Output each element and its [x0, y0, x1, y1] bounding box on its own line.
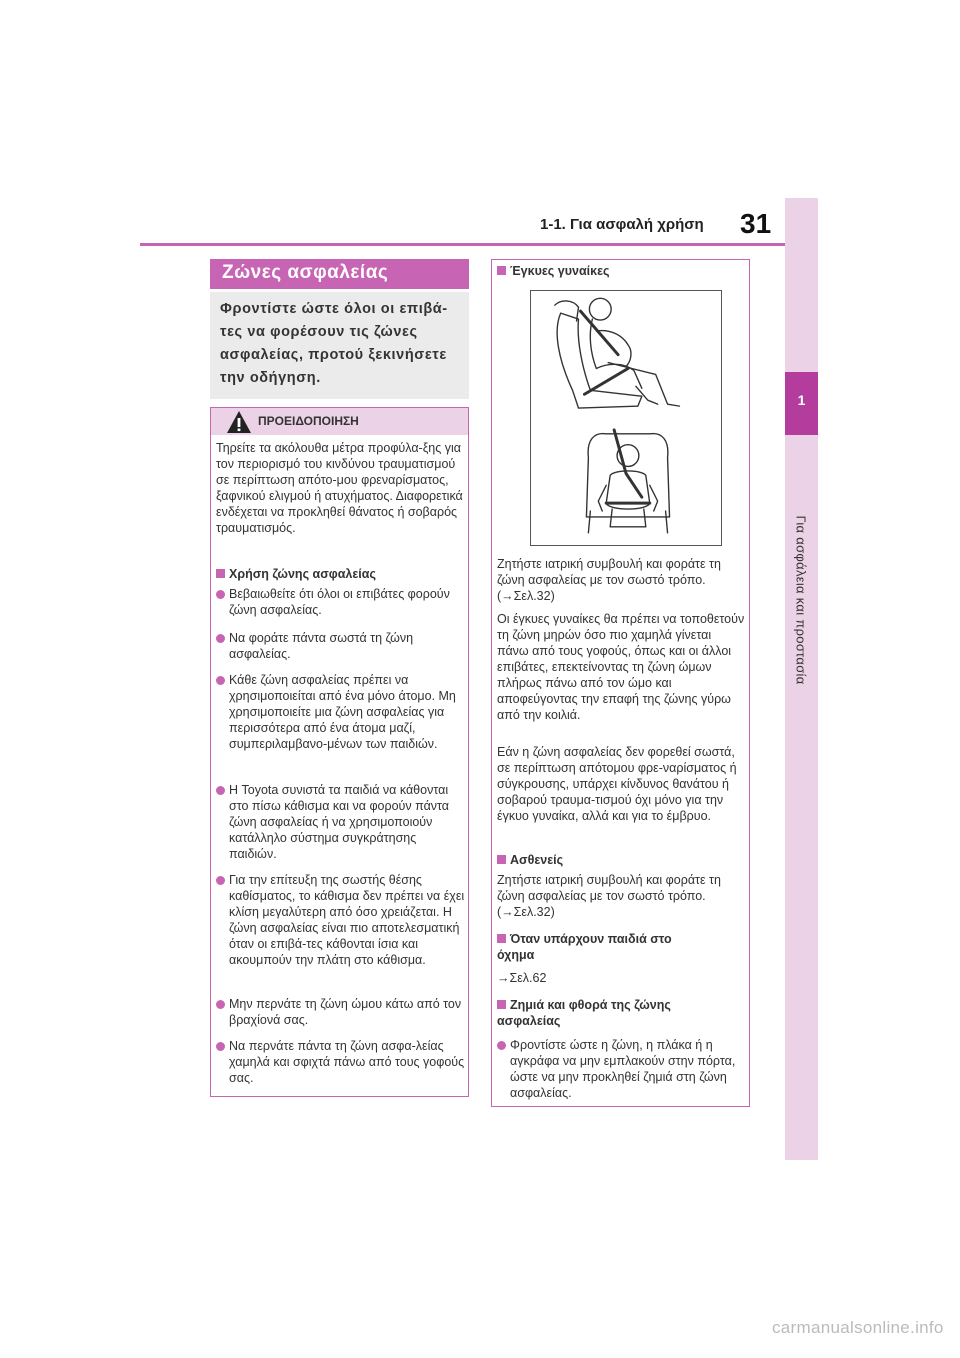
- pregnant-paragraph-3: Εάν η ζώνη ασφαλείας δεν φορεθεί σωστά, σε περίπτωση απότομου φρε-ναρίσματος ή σύγκρουσης, υπάρχει κίνδυνος θανάτου ή σοβαρού τραυμα-τισμού όχι μόνο για την έγκυο γυναίκα, αλλά και για το έμβρυο.: [497, 745, 737, 823]
- warning-bullet-1: Βεβαιωθείτε ότι όλοι οι επιβάτες φορούν ζώνη ασφαλείας.: [229, 587, 450, 617]
- bullet-dot-icon: [216, 634, 225, 643]
- children-heading: [497, 931, 707, 963]
- usage-heading: [216, 566, 464, 582]
- pregnant-paragraph-1: Ζητήστε ιατρική συμβουλή και φοράτε τη ζώνη ασφαλείας με τον σωστό τρόπο. (→Σελ.32): [497, 557, 721, 603]
- warning-bullet-3: Κάθε ζώνη ασφαλείας πρέπει να χρησιμοποιείται από ένα μόνο άτομο. Μη χρησιμοποιείτε μια ζώνη ασφαλείας για περισσότερα από ένα άτομα μαζί, συμπεριλαμβανο-μένων των παιδιών.: [229, 673, 456, 751]
- bullet-dot-icon: [216, 786, 225, 795]
- ill-text: Ζητήστε ιατρική συμβουλή και φοράτε τη ζώνη ασφαλείας με τον σωστό τρόπο. (→Σελ.32): [497, 873, 721, 919]
- bullet-dot-icon: [216, 1042, 225, 1051]
- bullet-dot-icon: [497, 1041, 506, 1050]
- children-reference[interactable]: →Σελ.62: [497, 971, 547, 985]
- warning-triangle-icon: [226, 410, 252, 434]
- ill-heading: [497, 852, 745, 868]
- chapter-label: Για ασφάλεια και προστασία: [793, 515, 809, 685]
- heading-square-icon: [216, 569, 225, 578]
- bullet-dot-icon: [216, 676, 225, 685]
- page-number: 31: [740, 208, 772, 239]
- damage-heading: [497, 997, 707, 1029]
- warning-bullet-6: Μην περνάτε τη ζώνη ώμου κάτω από τον βραχίονά σας.: [229, 997, 462, 1027]
- warning-bullet-4: Η Toyota συνιστά τα παιδιά να κάθονται στο πίσω κάθισμα και να φορούν πάντα ζώνη ασφαλείας ή να χρησιμοποιούν κατάλληλο σύστημα συγκράτησης παιδιών.: [229, 783, 450, 861]
- pregnant-seatbelt-illustration: [530, 290, 722, 546]
- pregnant-heading-text: Έγκυες γυναίκες: [510, 264, 610, 278]
- section-title: 1-1. Για ασφαλή χρήση: [540, 216, 704, 233]
- bullet-dot-icon: [216, 1000, 225, 1009]
- usage-heading-text: Χρήση ζώνης ασφαλείας: [229, 567, 376, 581]
- heading-square-icon: [497, 855, 506, 864]
- heading-square-icon: [497, 934, 506, 943]
- damage-bullet: Φροντίστε ώστε η ζώνη, η πλάκα ή η αγκράφα να μην εμπλακούν στην πόρτα, ώστε να μην προκληθεί ζημιά στη ζώνη ασφαλείας.: [510, 1038, 736, 1100]
- damage-heading-text: Ζημιά και φθορά της ζώνης ασφαλείας: [497, 998, 671, 1028]
- warning-bullet-2: Να φοράτε πάντα σωστά τη ζώνη ασφαλείας.: [229, 631, 414, 661]
- header-divider: [140, 243, 785, 246]
- ill-heading-text: Ασθενείς: [510, 853, 564, 867]
- warning-text: Τηρείτε τα ακόλουθα μέτρα προφύλα-ξης για τον περιορισμό του κινδύνου τραυματισμού σε περίπτωση απότο-μου φρεναρίσματος, ξαφνικού ελιγμού ή ατυχήματος. Διαφορετικά ενδέχεται να προκληθεί θάνατος ή σοβαρός τραυματισμός.: [216, 441, 463, 535]
- heading-square-icon: [497, 1000, 506, 1009]
- intro-text: Φροντίστε ώστε όλοι οι επιβά-τες να φορέσουν τις ζώνες ασφαλείας, προτού ξεκινήσετε την οδήγηση.: [220, 301, 448, 386]
- page-title: Ζώνες ασφαλείας: [222, 262, 389, 283]
- watermark: carmanualsonline.info: [772, 1318, 944, 1337]
- warning-bullet-5: Για την επίτευξη της σωστής θέσης καθίσματος, το κάθισμα δεν πρέπει να έχει κλίση μεγαλύτερη από όσο χρειάζεται. Η ζώνη ασφαλείας είναι πιο αποτελεσματική όταν οι επιβά-τες κάθονται ίσια και ακουμπούν την πλάτη στο κάθισμα.: [229, 873, 465, 967]
- bullet-dot-icon: [216, 876, 225, 885]
- bullet-dot-icon: [216, 590, 225, 599]
- warning-bullet-7: Να περνάτε πάντα τη ζώνη ασφα-λείας χαμηλά και σφιχτά πάνω από τους γοφούς σας.: [229, 1039, 465, 1085]
- heading-square-icon: [497, 266, 506, 275]
- children-heading-text: Όταν υπάρχουν παιδιά στο όχημα: [497, 932, 672, 962]
- pregnant-heading: [497, 263, 745, 279]
- warning-label: ΠΡΟΕΙΔΟΠΟΙΗΣΗ: [258, 414, 359, 428]
- pregnant-paragraph-2: Οι έγκυες γυναίκες θα πρέπει να τοποθετούν τη ζώνη μηρών όσο πιο χαμηλά γίνεται πάνω από τους γοφούς, όπως και οι άλλοι επιβάτες, επεκτείνοντας τη ζώνη ώμων πλήρως πάνω από τον ώμο και αποφεύγοντας την επαφή της ζώνης γύρω από την κοιλιά.: [497, 612, 745, 722]
- chapter-number: 1: [797, 392, 806, 408]
